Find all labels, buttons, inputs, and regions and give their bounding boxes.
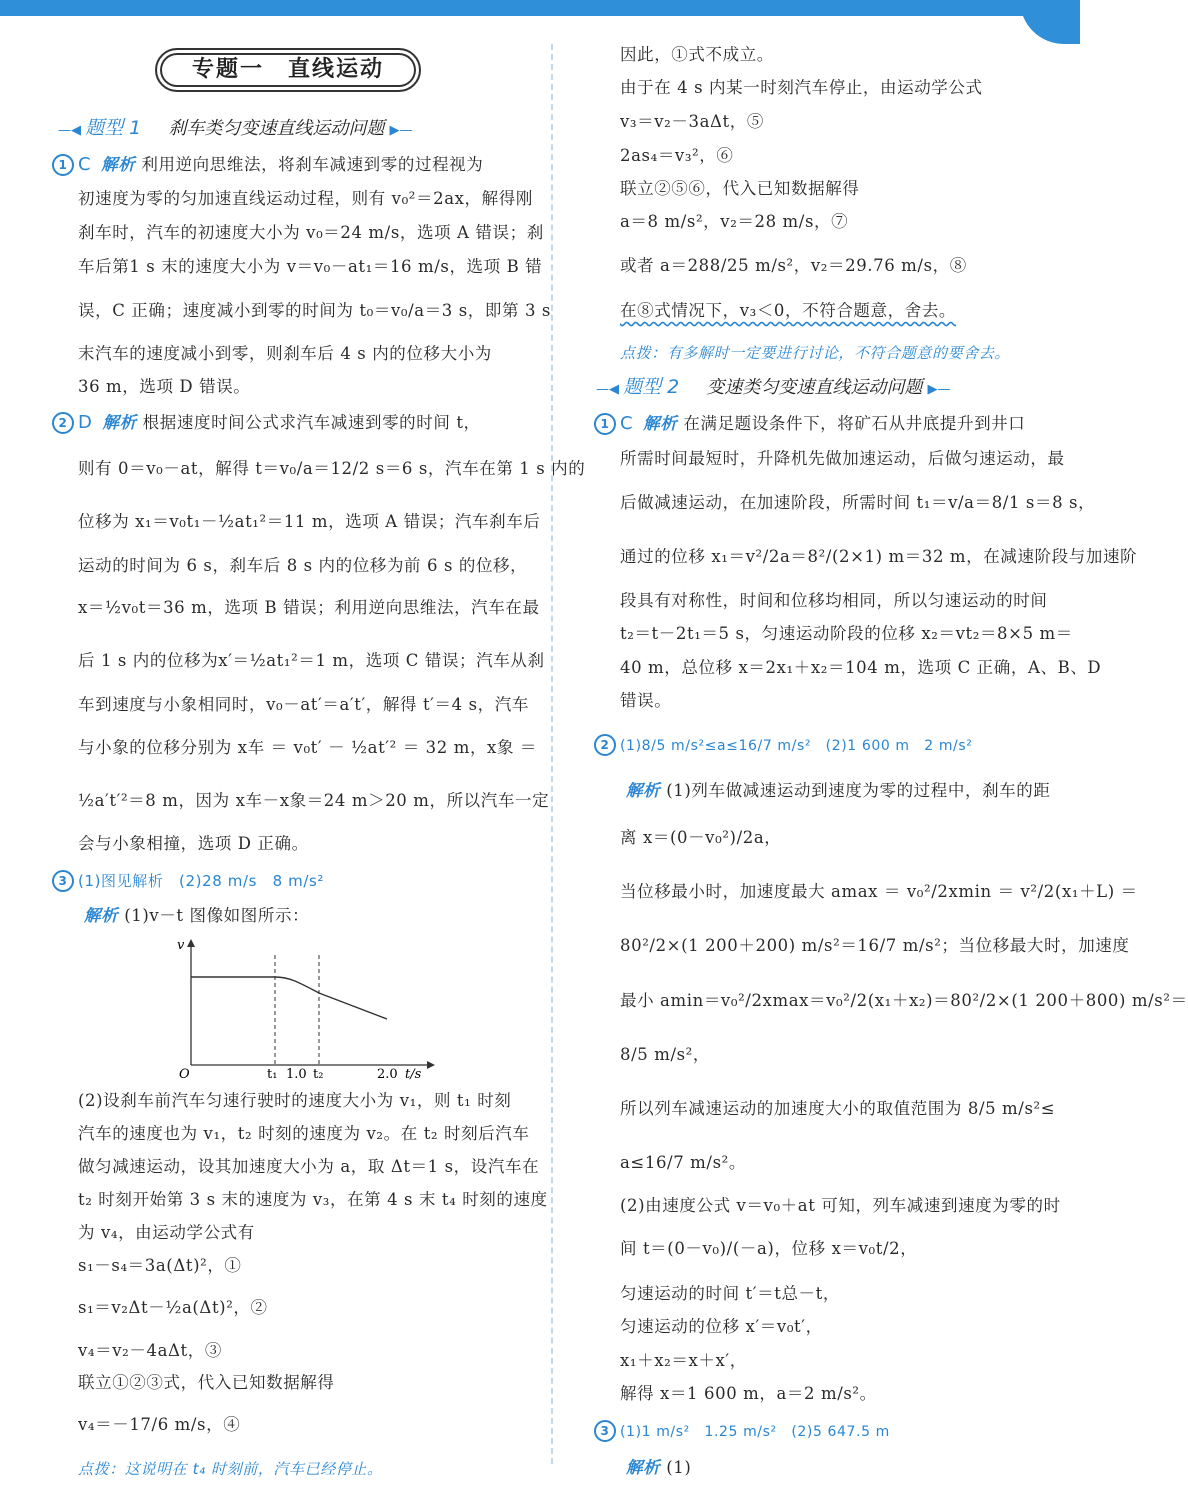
text-line: (1) [666, 1458, 692, 1477]
text-line: 离 x＝(0－v₀²)/2a， [620, 828, 782, 847]
text-line: 当位移最小时，加速度最大 amax ＝ v₀²/2xmin ＝ v²/2(x₁＋L) ＝ [620, 882, 1138, 901]
text-line: 36 m，选项 D 错误。 [78, 377, 251, 396]
text-line: 误，C 正确；速度减小到零的时间为 t₀＝v₀/a＝3 s，即第 3 s [78, 301, 551, 320]
text-line: 匀速运动的时间 t′＝t总－t， [620, 1284, 840, 1303]
q3-jiexi: 解析 [84, 906, 119, 925]
text-line: 车后第1 s 末的速度大小为 v＝v₀－at₁＝16 m/s，选项 B 错 [78, 257, 543, 276]
tick-2: 2.0 [377, 1067, 398, 1082]
type2-heading [596, 372, 950, 399]
q3-answer: (1)图见解析 (2)28 m/s 8 m/s² [78, 872, 325, 890]
text-line: 在⑧式情况下，v₃＜0，不符合题意，舍去。 [620, 301, 957, 320]
r-q2-jiexi-line [626, 780, 1050, 802]
note-line: 点拨：有多解时一定要进行讨论，不符合题意的要舍去。 [620, 344, 1011, 362]
text-line: 最小 amin＝v₀²/2xmax＝v₀²/2(x₁＋x₂)＝80²/2×(1 200＋800) m/s²＝ [620, 991, 1188, 1010]
text-line: 错误。 [620, 691, 672, 710]
r-q3-answer: (1)1 m/s² 1.25 m/s² (2)5 647.5 m [620, 1424, 890, 1440]
q2-answer: D [78, 412, 93, 433]
text-line: v₄＝v₂－4aΔt，③ [78, 1341, 222, 1360]
r-q2-jiexi: 解析 [626, 781, 661, 800]
chapter-title: 专题一 直线运动 [191, 57, 384, 82]
text-line: s₁－s₄＝3a(Δt)²，① [78, 1256, 242, 1275]
text-line: v₄＝－17/6 m/s，④ [78, 1415, 241, 1434]
text-line: 根据速度时间公式求汽车减速到零的时间 t， [142, 413, 481, 432]
origin-label: O [179, 1067, 190, 1082]
r-q2-answer: (1)8/5 m/s²≤a≤16/7 m/s² (2)1 600 m 2 m/s² [620, 738, 973, 754]
column-divider [551, 44, 553, 1464]
text-line: (2)由速度公式 v＝v₀＋at 可知，列车减速到速度为零的时 [620, 1196, 1061, 1215]
q1-header-line [52, 154, 483, 176]
type1-label: 题型 1 [85, 117, 142, 139]
text-line: 为 v₄，由运动学公式有 [78, 1223, 255, 1242]
text-line: (2)设刹车前汽车匀速行驶时的速度大小为 v₁，则 t₁ 时刻 [78, 1091, 512, 1110]
note-line: 点拨：这说明在 t₄ 时刻前，汽车已经停止。 [78, 1460, 383, 1478]
q3-number: 3 [52, 870, 74, 892]
text-line: 与小象的位移分别为 x车 ＝ v₀t′ － ½at′² ＝ 32 m，x象 ＝ [78, 738, 537, 757]
text-line: 则有 0＝v₀－at，解得 t＝v₀/a＝12/2 s＝6 s，汽车在第 1 s 内的 [78, 459, 586, 478]
text-line: t₂ 时刻开始第 3 s 末的速度为 v₃，在第 4 s 末 t₄ 时刻的速度 [78, 1190, 548, 1209]
text-line: 联立①②③式，代入已知数据解得 [78, 1373, 335, 1392]
text-line: 位移为 x₁＝v₀t₁－½at₁²＝11 m，选项 A 错误；汽车刹车后 [78, 512, 541, 531]
text-line: 所需时间最短时，升降机先做加速运动，后做匀速运动，最 [620, 449, 1065, 468]
text-line: 40 m，总位移 x＝2x₁＋x₂＝104 m，选项 C 正确，A、B、D [620, 658, 1102, 677]
r-q2-number: 2 [594, 734, 616, 756]
text-line: 2as₄＝v₃²，⑥ [620, 146, 734, 165]
text-line: a＝8 m/s²，v₂＝28 m/s，⑦ [620, 212, 849, 231]
type2-label: 题型 2 [623, 376, 680, 398]
y-label: v [177, 938, 185, 953]
q3-jiexi-line [84, 905, 309, 927]
r-q3-number: 3 [594, 1420, 616, 1442]
r-q1-header-line [594, 413, 1025, 435]
text-line: t₂＝t－2t₁＝5 s，匀速运动阶段的位移 x₂＝vt₂＝8×5 m＝ [620, 624, 1073, 643]
text-line: 做匀减速运动，设其加速度大小为 a，取 Δt＝1 s，设汽车在 [78, 1157, 540, 1176]
text-line: 解得 x＝1 600 m，a＝2 m/s²。 [620, 1384, 877, 1403]
q1-answer: C [78, 154, 92, 175]
r-q3-header-line [594, 1420, 900, 1443]
tick-t1: t₁ [267, 1067, 278, 1082]
chapter-title-box [155, 48, 421, 92]
text-line: 8/5 m/s²， [620, 1045, 710, 1064]
type1-heading [58, 113, 412, 140]
text-line: 车到速度与小象相同时，v₀－at′＝a′t′，解得 t′＝4 s，汽车 [78, 695, 529, 714]
text-line: 刹车时，汽车的初速度大小为 v₀＝24 m/s，选项 A 错误；刹 [78, 223, 544, 242]
type2-name: 变速类匀变速直线运动问题 [706, 377, 923, 398]
vt-graph [165, 935, 435, 1080]
text-line: (1)v－t 图像如图所示： [124, 906, 310, 925]
arrow-left-icon: —◀ [596, 382, 624, 397]
text-line: x＝½v₀t＝36 m，选项 B 错误；利用逆向思维法，汽车在最 [78, 598, 540, 617]
text-line: 运动的时间为 6 s，刹车后 8 s 内的位移为前 6 s 的位移， [78, 556, 528, 575]
text-line: 后做减速运动，在加速阶段，所需时间 t₁＝v/a＝8/1 s＝8 s， [620, 493, 1096, 512]
q2-header-line [52, 412, 481, 434]
x-axis-arrow-icon [427, 1061, 435, 1069]
text-line: 因此，①式不成立。 [620, 45, 774, 64]
text-line: 末汽车的速度减小到零，则刹车后 4 s 内的位移大小为 [78, 344, 492, 363]
r-q1-answer: C [620, 413, 634, 434]
text-line: ½a′t′²＝8 m，因为 x车－x象＝24 m＞20 m，所以汽车一定 [78, 791, 550, 810]
y-axis-arrow-icon [187, 939, 195, 947]
text-line: 80²/2×(1 200＋200) m/s²＝16/7 m/s²；当位移最大时，加速度 [620, 936, 1130, 955]
r-q2-header-line [594, 734, 982, 757]
text-line: 所以列车减速运动的加速度大小的取值范围为 8/5 m/s²≤ [620, 1099, 1056, 1118]
q3-header-line [52, 870, 334, 892]
velocity-curve [191, 977, 387, 1019]
x-label: t/s [405, 1067, 422, 1082]
text-line: 会与小象相撞，选项 D 正确。 [78, 834, 309, 853]
r-q1-number: 1 [594, 413, 616, 435]
arrow-right-icon: ▶— [927, 382, 951, 397]
text-line: 利用逆向思维法，将刹车减速到零的过程视为 [141, 155, 484, 174]
text-line: 由于在 4 s 内某一时刻汽车停止，由运动学公式 [620, 78, 983, 97]
arrow-right-icon: ▶— [389, 123, 413, 138]
q1-number: 1 [52, 154, 74, 176]
r-q1-jiexi: 解析 [643, 414, 678, 433]
text-line: 匀速运动的位移 x′＝v₀t′， [620, 1317, 823, 1336]
text-line: 后 1 s 内的位移为x′＝½at₁²＝1 m，选项 C 错误；汽车从刹 [78, 651, 545, 670]
top-banner-corner [1020, 0, 1080, 44]
text-line: 通过的位移 x₁＝v²/2a＝8²/(2×1) m＝32 m，在减速阶段与加速阶 [620, 547, 1138, 566]
text-line: v₃＝v₂－3aΔt，⑤ [620, 112, 764, 131]
arrow-left-icon: —◀ [58, 123, 86, 138]
r-q3-jiexi-line [626, 1457, 691, 1479]
r-q3-jiexi: 解析 [626, 1458, 661, 1477]
text-line: 在满足题设条件下，将矿石从井底提升到井口 [683, 414, 1026, 433]
text-line: 间 t＝(0－v₀)/(－a)，位移 x＝v₀t/2， [620, 1239, 918, 1258]
q2-number: 2 [52, 412, 74, 434]
type1-name: 刹车类匀变速直线运动问题 [168, 118, 385, 139]
tick-1: 1.0 [286, 1067, 307, 1082]
text-line: 联立②⑤⑥，代入已知数据解得 [620, 179, 860, 198]
text-line: 段具有对称性，时间和位移均相同，所以匀速运动的时间 [620, 591, 1048, 610]
q2-jiexi: 解析 [102, 413, 137, 432]
text-line: s₁＝v₂Δt－½a(Δt)²，② [78, 1298, 268, 1317]
text-line: 初速度为零的匀加速直线运动过程，则有 v₀²＝2ax，解得刚 [78, 189, 533, 208]
top-banner [0, 0, 1080, 16]
text-line: a≤16/7 m/s²。 [620, 1153, 746, 1172]
text-line: x₁＋x₂＝x＋x′， [620, 1351, 747, 1370]
q1-jiexi: 解析 [101, 155, 136, 174]
tick-t2: t₂ [313, 1067, 324, 1082]
text-line: 或者 a＝288/25 m/s²，v₂＝29.76 m/s，⑧ [620, 256, 967, 275]
text-line: (1)列车做减速运动到速度为零的过程中，刹车的距 [666, 781, 1051, 800]
text-line: 汽车的速度也为 v₁，t₂ 时刻的速度为 v₂。在 t₂ 时刻后汽车 [78, 1124, 530, 1143]
